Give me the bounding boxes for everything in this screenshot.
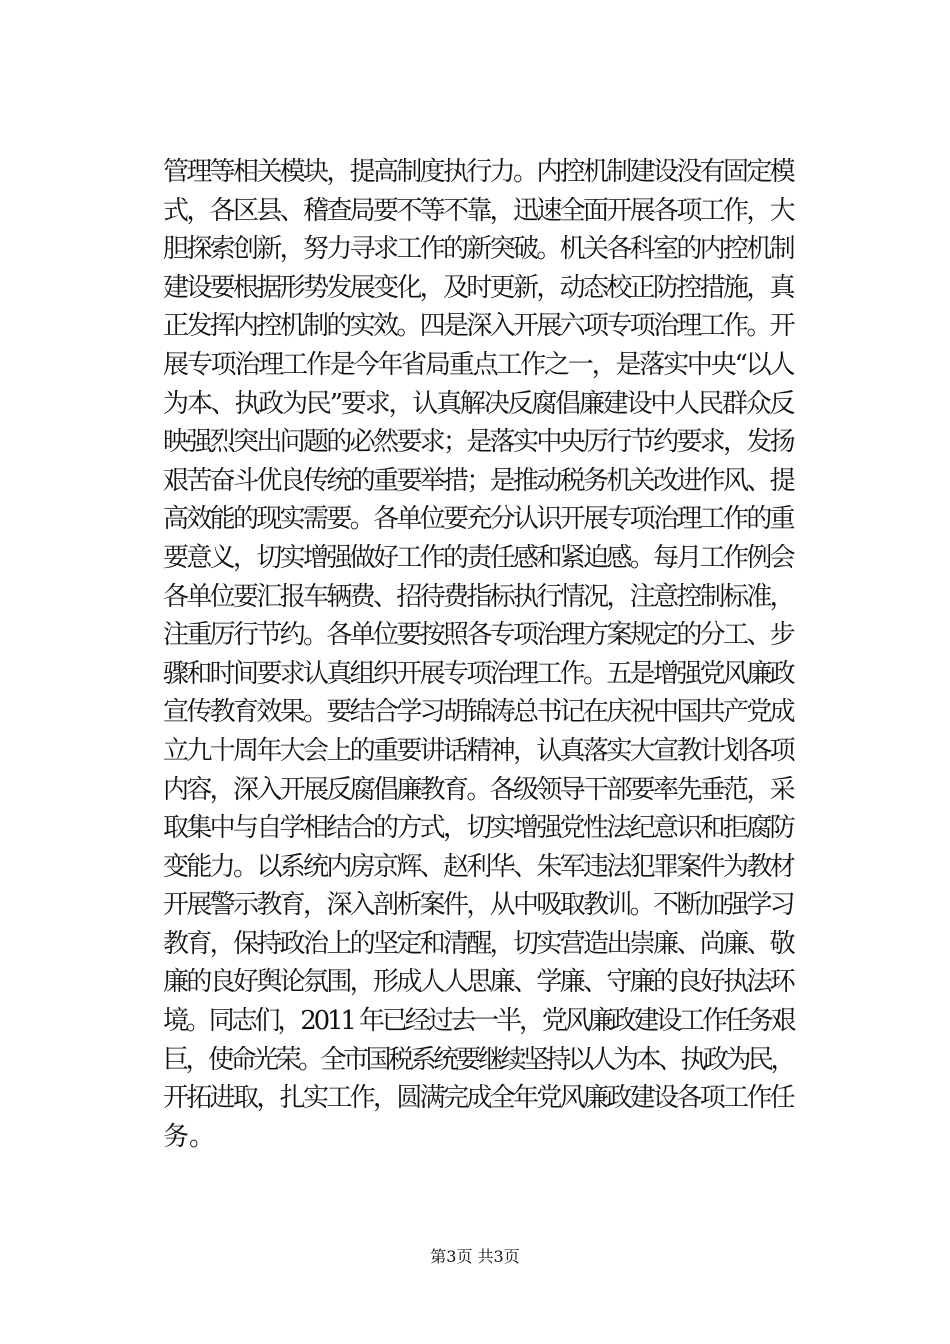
text-line: 注重厉行节约。各单位要按照各专项治理方案规定的分工、步 [163,620,794,651]
text-line: 胆探索创新，努力寻求工作的新突破。机关各科室的内控机制 [163,234,794,265]
text-line: 宣传教育效果。要结合学习胡锦涛总书记在庆祝中国共产党成 [163,697,794,728]
text-line: 教育，保持政治上的坚定和清醒，切实营造出崇廉、尚廉、敬 [163,928,794,959]
text-line: 取集中与自学相结合的方式，切实增强党性法纪意识和拒腐防 [163,813,794,844]
text-line: 廉的良好舆论氛围，形成人人思廉、学廉、守廉的良好执法环 [163,967,794,998]
text-line: 正发挥内控机制的实效。四是深入开展六项专项治理工作。开 [163,311,794,342]
text-line: 立九十周年大会上的重要讲话精神，认真落实大宣教计划各项 [163,735,794,766]
text-line: 管理等相关模块，提高制度执行力。内控机制建设没有固定模 [163,157,794,187]
text-line: 映强烈突出问题的必然要求；是落实中央厉行节约要求，发扬 [163,427,794,458]
text-line: 骤和时间要求认真组织开展专项治理工作。五是增强党风廉政 [163,658,794,689]
text-line: 开拓进取，扎实工作，圆满完成全年党风廉政建设各项工作任 [163,1083,794,1114]
text-line: 艰苦奋斗优良传统的重要举措；是推动税务机关改进作风、提 [163,465,794,496]
body-paragraph [163,153,793,1156]
text-line: 建设要根据形势发展变化，及时更新，动态校正防控措施，真 [163,272,794,303]
text-line: 内容，深入开展反腐倡廉教育。各级领导干部要率先垂范，采 [163,774,794,805]
text-line: 巨，使命光荣。全市国税系统要继续坚持以人为本、执政为民， [163,1044,794,1075]
text-line: 各单位要汇报车辆费、招待费指标执行情况，注意控制标准， [163,581,794,612]
text-line: 为本、执政为民”要求，认真解决反腐倡廉建设中人民群众反 [163,388,794,419]
text-line: 高效能的现实需要。各单位要充分认识开展专项治理工作的重 [163,504,794,535]
text-line: 展专项治理工作是今年省局重点工作之一，是落实中央“以人 [163,349,794,380]
text-line: 式，各区县、稽查局要不等不靠，迅速全面开展各项工作，大 [163,195,794,226]
page-footer: 第3页 共3页 [430,1247,520,1266]
text-line: 变能力。以系统内房京辉、赵利华、朱军违法犯罪案件为教材 [163,851,794,882]
text-line: 境。同志们，2011 年已经过去一半，党风廉政建设工作任务艰 [163,1006,794,1037]
text-line: 务。 [163,1121,216,1152]
text-line: 要意义，切实增强做好工作的责任感和紧迫感。每月工作例会 [163,542,794,573]
text-line: 开展警示教育，深入剖析案件，从中吸取教训。不断加强学习 [163,890,794,921]
